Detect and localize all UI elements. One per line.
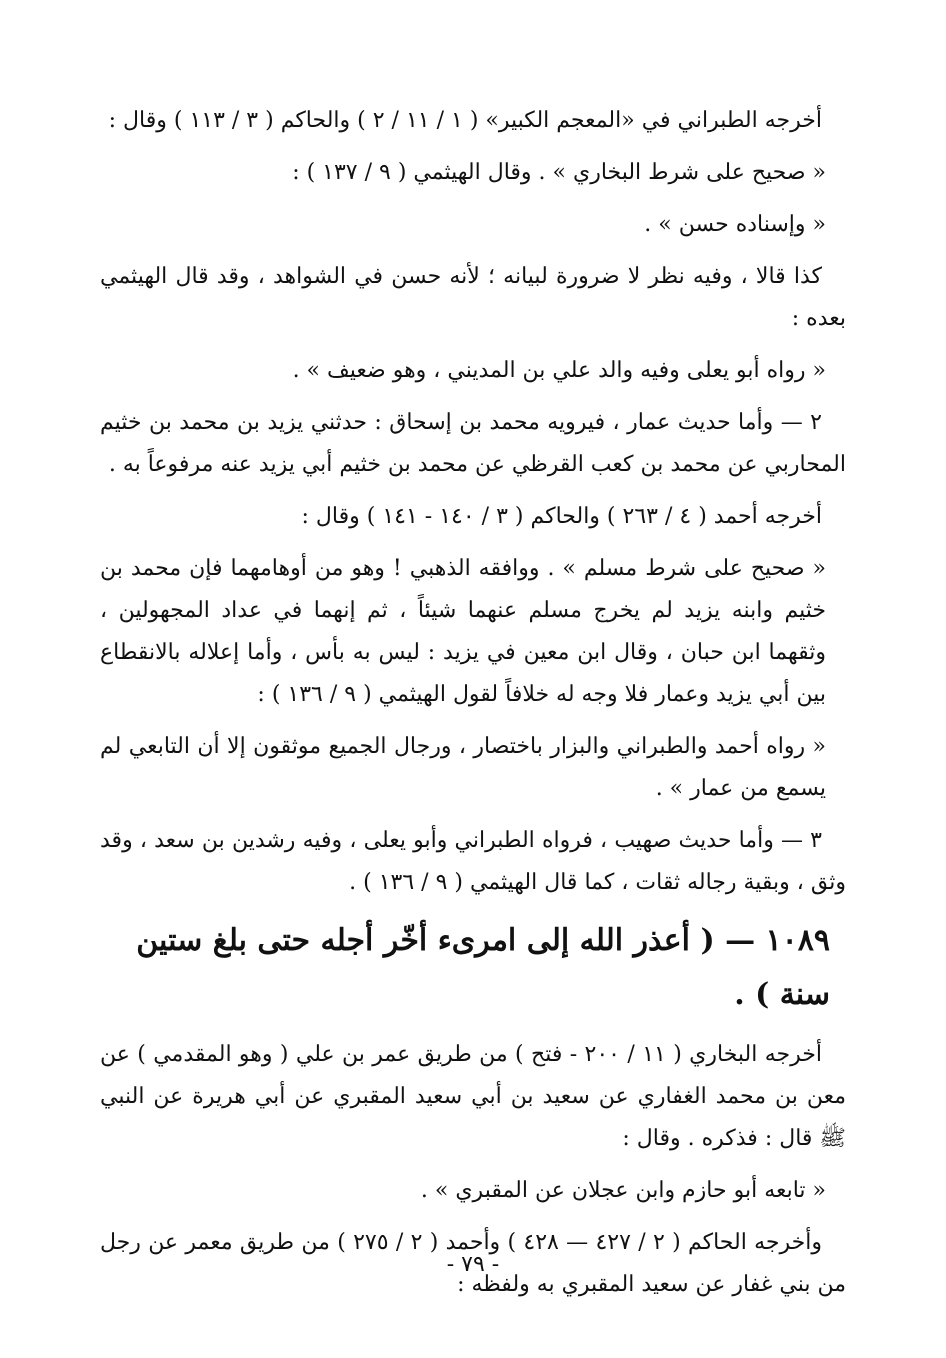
hadith-suhayb-paragraph: ٣ — وأما حديث صهيب ، فرواه الطبراني وأبو يعلى ، وفيه رشدين بن سعد ، وقد وثق ، وبقية رجاله ثقات ، كما قال الهيثمي ( ٩ / ١٣٦ ) . bbox=[100, 828, 846, 895]
quote-tabi-ahu: « تابعه أبو حازم وابن عجلان عن المقبري » . bbox=[420, 1178, 826, 1203]
quote-muslim-condition: « صحيح على شرط مسلم » . ووافقه الذهبي ! وهو من أوهامهما فإن محمد بن خثيم وابنه يزيد لم يخرج مسلم عنهما شيئاً ، ثم إنهما في عداد المجهولين ، وثقهما ابن حبان ، وقال ابن معين في يزيد : ليس به بأس ، وأما إعلاله بالانقطاع بين أبي يزيد وعمار فلا وجه له خلافاً لقول الهيثمي ( ٩ / ١٣٦ ) : bbox=[100, 556, 826, 707]
page-number: - ٧٩ - bbox=[446, 1252, 500, 1277]
hadith-ammar-paragraph: ٢ — وأما حديث عمار ، فيرويه محمد بن إسحاق : حدثني يزيد بن محمد بن خثيم المحاربي عن محمد بن كعب القرظي عن محمد بن خثيم أبي يزيد عنه مرفوعاً به . bbox=[100, 410, 846, 477]
quote-hasan: « وإسناده حسن » . bbox=[644, 212, 826, 237]
quote-bukhari-condition: « صحيح على شرط البخاري » . وقال الهيثمي ( ٩ / ١٣٧ ) : bbox=[292, 160, 826, 185]
quote-abu-yala: « رواه أبو يعلى وفيه والد علي بن المديني ، وهو ضعيف » . bbox=[292, 358, 826, 383]
takhrij-ahmad: أخرجه أحمد ( ٤ / ٢٦٣ ) والحاكم ( ٣ / ١٤٠ - ١٤١ ) وقال : bbox=[301, 504, 822, 529]
takhrij-tabarani: أخرجه الطبراني في «المعجم الكبير» ( ١ / ١١ / ٢ ) والحاكم ( ٣ / ١١٣ ) وقال : bbox=[108, 108, 822, 133]
takhrij-hakim-ahmad: وأخرجه الحاكم ( ٢ / ٤٢٧ — ٤٢٨ ) وأحمد ( ٢ / ٢٧٥ ) من طريق معمر عن رجل من بني غفار عن سعيد المقبري به ولفظه : bbox=[100, 1230, 846, 1297]
takhrij-bukhari: أخرجه البخاري ( ١١ / ٢٠٠ - فتح ) من طريق عمر بن علي ( وهو المقدمي ) عن معن بن محمد الغفاري عن سعيد بن أبي سعيد المقبري عن أبي هريرة عن النبي ﷺ قال : فذكره . وقال : bbox=[100, 1042, 846, 1151]
commentary-paragraph: كذا قالا ، وفيه نظر لا ضرورة لبيانه ؛ لأنه حسن في الشواهد ، وقد قال الهيثمي بعده : bbox=[100, 264, 846, 331]
quote-ahmad-tabarani-bazzar: « رواه أحمد والطبراني والبزار باختصار ، ورجال الجميع موثقون إلا أن التابعي لم يسمع من عمار » . bbox=[100, 734, 826, 801]
hadith-heading: ١٠٨٩ — ( أعذر الله إلى امرىء أخّر أجله حتى بلغ ستين سنة ) . bbox=[136, 923, 830, 1012]
